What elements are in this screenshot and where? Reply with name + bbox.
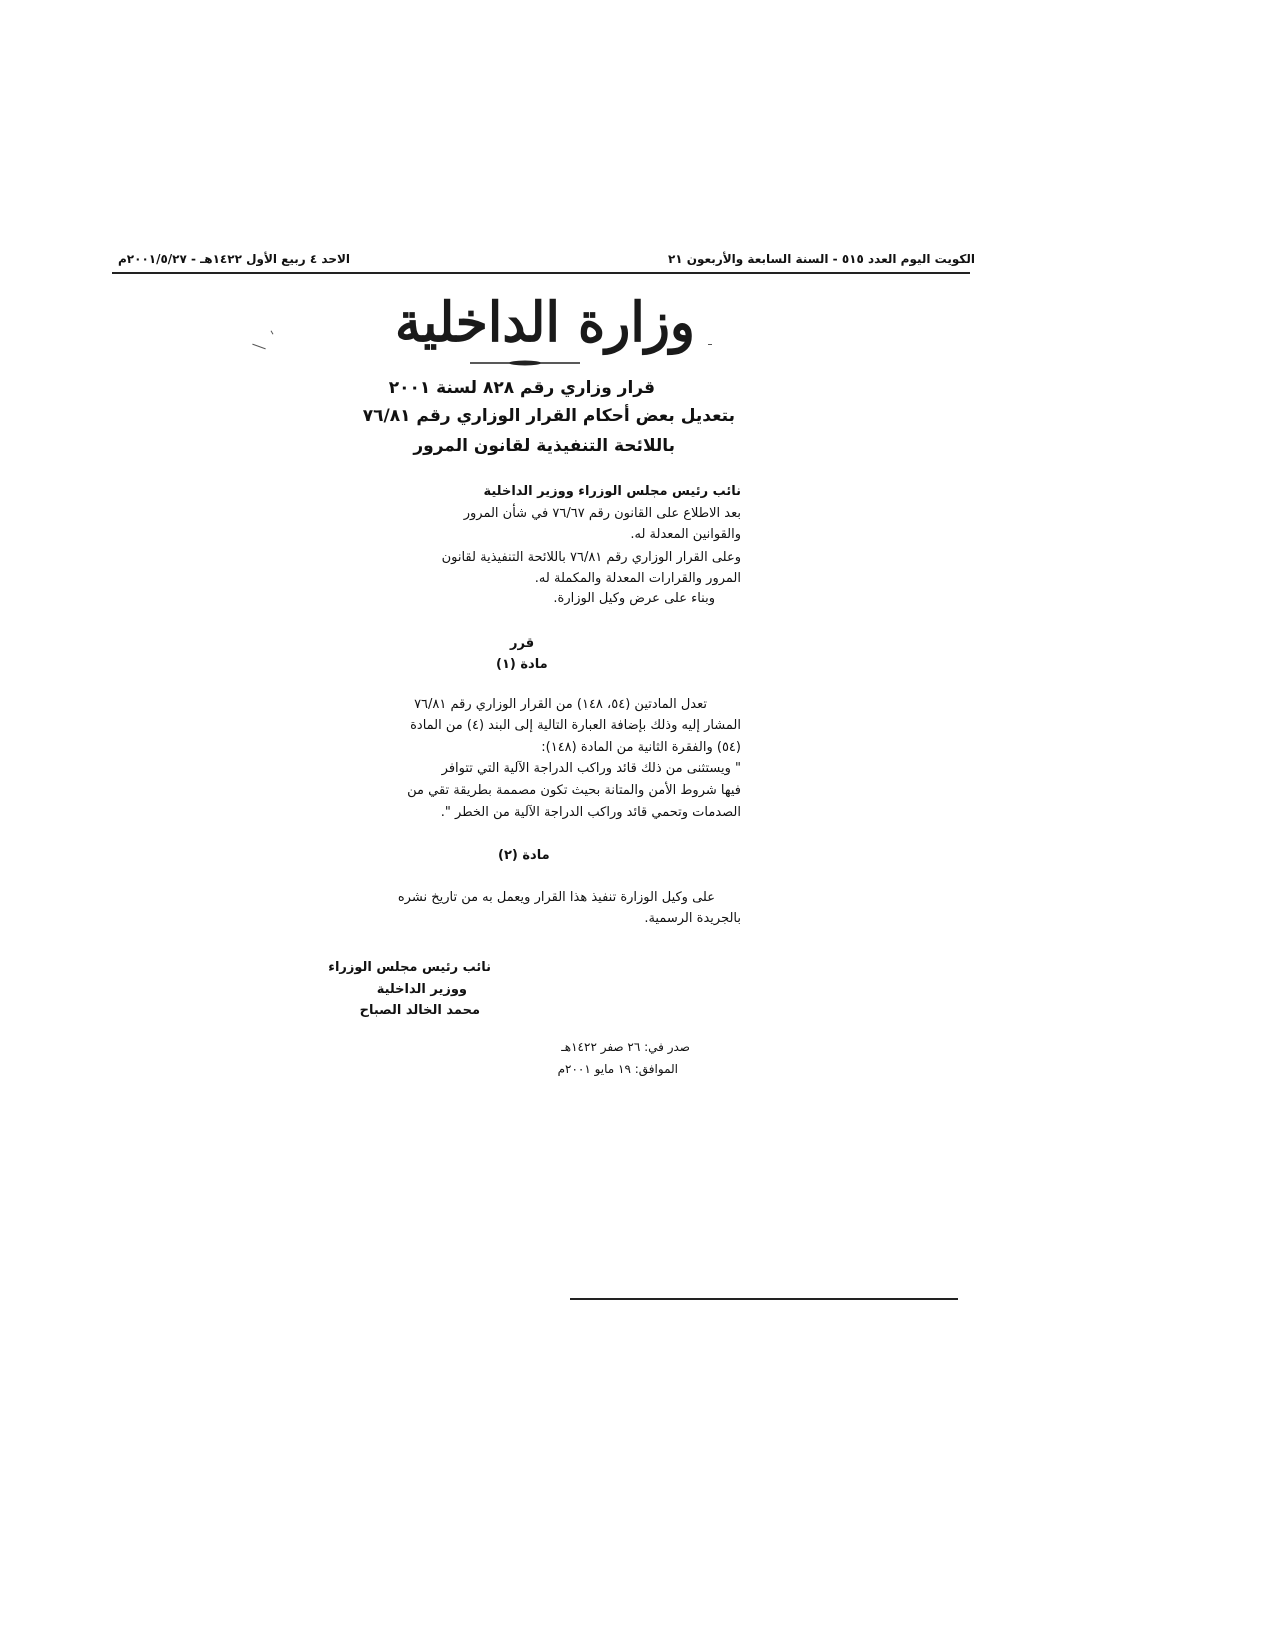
signature-name: محمد الخالد الصباح — [359, 1003, 480, 1018]
decree-title: قرار وزاري رقم ٨٢٨ لسنة ٢٠٠١ — [388, 378, 655, 398]
corresponding-date: الموافق: ١٩ مايو ٢٠٠١م — [557, 1062, 678, 1076]
scan-speck — [708, 344, 712, 345]
decided-heading: قرر — [510, 636, 535, 651]
signature-title: نائب رئيس مجلس الوزراء — [328, 960, 491, 975]
article-1-text: " ويستثنى من ذلك قائد وراكب الدراجة الآلية التي تتوافر — [441, 761, 741, 776]
preamble-line: والقوانين المعدلة له. — [630, 527, 741, 542]
issuer-line: نائب رئيس مجلس الوزراء ووزير الداخلية — [483, 484, 741, 499]
preamble-line: بعد الاطلاع على القانون رقم ٧٦/٦٧ في شأن المرور — [463, 506, 741, 521]
article-1-text: تعدل المادتين (٥٤، ١٤٨) من القرار الوزاري رقم ٧٦/٨١ — [414, 697, 707, 712]
issue-date: صدر في: ٢٦ صفر ١٤٢٢هـ — [561, 1040, 690, 1054]
header-date: الاحد ٤ ربيع الأول ١٤٢٢هـ - ٢٠٠١/٥/٢٧م — [118, 252, 351, 266]
ministry-logo: وزارة الداخلية — [394, 290, 696, 355]
end-divider — [570, 1298, 958, 1300]
decree-subtitle-continued: باللائحة التنفيذية لقانون المرور — [413, 436, 675, 456]
preamble-line: وبناء على عرض وكيل الوزارة. — [553, 591, 715, 606]
article-1-text: فيها شروط الأمن والمتانة بحيث تكون مصممة بطريقة تقي من — [407, 783, 741, 798]
article-1-text: المشار إليه وذلك بإضافة العبارة التالية إلى البند (٤) من المادة — [410, 718, 741, 733]
article-2-text: بالجريدة الرسمية. — [644, 911, 741, 926]
preamble-line: المرور والقرارات المعدلة والمكملة له. — [534, 571, 741, 586]
preamble-line: وعلى القرار الوزاري رقم ٧٦/٨١ باللائحة التنفيذية لقانون — [441, 550, 741, 565]
header-divider — [112, 272, 970, 274]
decree-subtitle: بتعديل بعض أحكام القرار الوزاري رقم ٧٦/٨١ — [362, 406, 735, 426]
article-1-heading: مادة (١) — [496, 657, 548, 672]
article-1-text: (٥٤) والفقرة الثانية من المادة (١٤٨): — [541, 740, 741, 755]
scan-speck — [252, 344, 265, 350]
article-2-text: على وكيل الوزارة تنفيذ هذا القرار ويعمل به من تاريخ نشره — [397, 890, 715, 905]
signature-title-continued: ووزير الداخلية — [376, 982, 467, 997]
header-issue-info: الكويت اليوم العدد ٥١٥ - السنة السابعة والأربعون ٢١ — [667, 252, 975, 266]
logo-ornament-divider — [470, 358, 580, 368]
article-1-text: الصدمات وتحمي قائد وراكب الدراجة الآلية من الخطر ". — [440, 805, 741, 820]
article-2-heading: مادة (٢) — [498, 848, 550, 863]
scan-speck — [271, 331, 274, 335]
